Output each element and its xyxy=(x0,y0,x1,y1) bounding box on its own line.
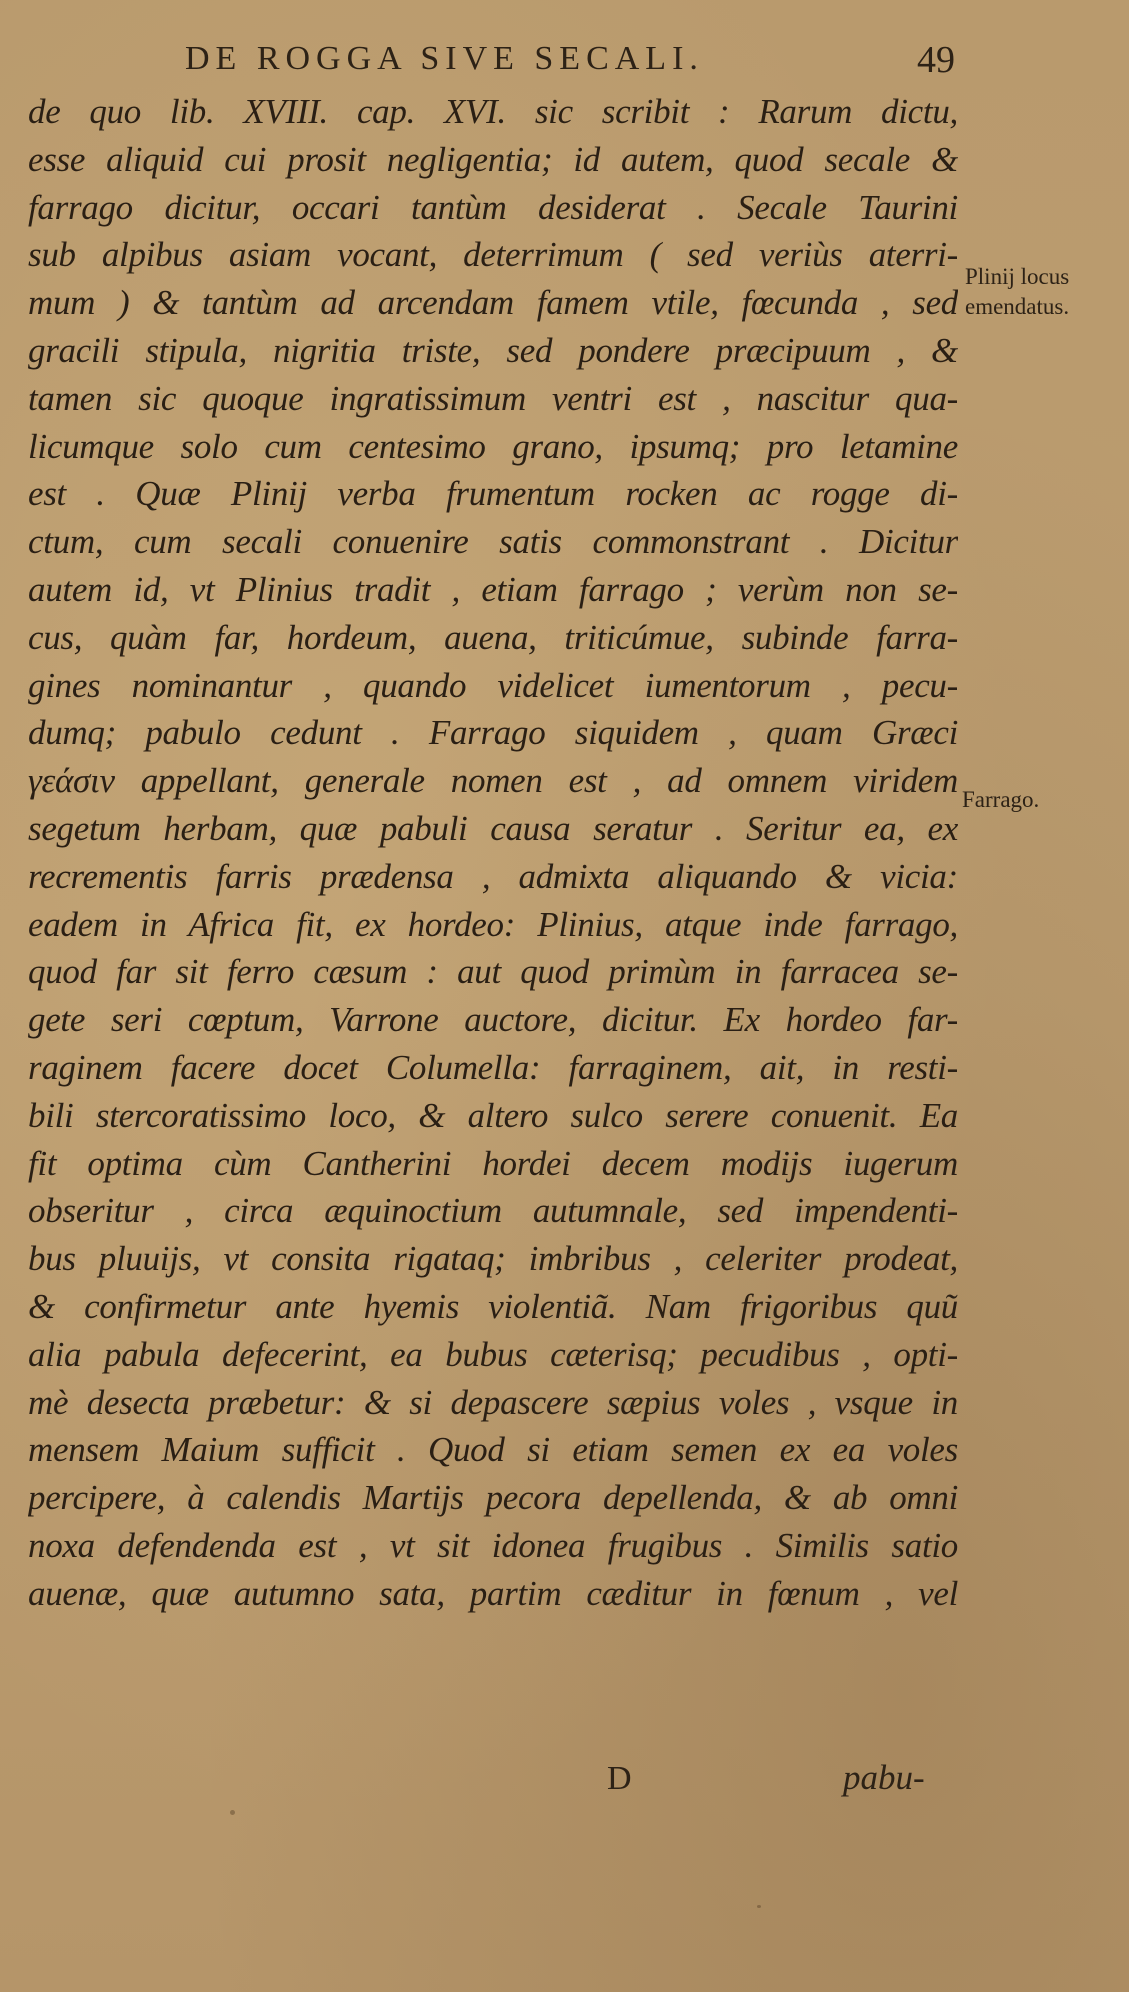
ink-spot xyxy=(757,1905,761,1908)
main-text-block xyxy=(28,88,958,1618)
text-line: de quo lib. XVIII. cap. XVI. sic scribit : Rarum dictu, xyxy=(28,92,958,131)
text-line: gines nominantur , quando videlicet iumentorum , pecu- xyxy=(28,665,958,705)
text-line: alia pabula defecerint, ea bubus cæterisq; pecudibus , opti- xyxy=(28,1334,958,1374)
text-line: mum ) & tantùm ad arcendam famem vtile, fœcunda , sed xyxy=(28,283,958,323)
catchword: pabu- xyxy=(843,1758,925,1797)
margin-note-line: emendatus. xyxy=(965,294,1070,319)
running-head xyxy=(185,40,955,80)
text-line: obseritur , circa æquinoctium autumnale, sed impendenti- xyxy=(28,1191,958,1231)
text-line: bus pluuijs, vt consita rigataq; imbribus , celeriter prodeat, xyxy=(28,1239,958,1279)
text-line: mensem Maium sufficit . Quod si etiam semen ex ea voles xyxy=(28,1430,958,1470)
text-line: autem id, vt Plinius tradit , etiam farrago ; verùm non se- xyxy=(28,569,958,609)
text-line: gracili stipula, nigritia triste, sed pondere præcipuum , & xyxy=(28,330,958,370)
text-line: γεάσιν appellant, generale nomen est , ad omnem viridem xyxy=(28,761,958,801)
text-line: est . Quæ Plinij verba frumentum rocken ac rogge di- xyxy=(28,474,958,514)
ink-spot xyxy=(230,1810,235,1815)
text-line: noxa defendenda est , vt sit idonea frugibus . Similis satio xyxy=(28,1525,958,1565)
margin-note-line: Plinij locus xyxy=(965,264,1070,289)
text-line: segetum herbam, quæ pabuli causa seratur . Seritur ea, ex xyxy=(28,808,958,848)
text-line: auenæ, quæ autumno sata, partim cæditur in fœnum , vel xyxy=(28,1573,958,1613)
text-line: percipere, à calendis Martijs pecora depellenda, & ab omni xyxy=(28,1478,958,1518)
text-line: quod far sit ferro cæsum : aut quod primùm in farracea se- xyxy=(28,952,958,992)
text-line: sub alpibus asiam vocant, deterrimum ( sed veriùs aterri- xyxy=(28,235,958,275)
running-title: DE ROGGA SIVE SECALI. xyxy=(185,40,704,77)
text-line: eadem in Africa fit, ex hordeo: Plinius, atque inde farrago, xyxy=(28,904,958,944)
text-line: & confirmetur ante hyemis violentiã. Nam frigoribus quũ xyxy=(28,1286,958,1326)
page-number: 49 xyxy=(917,39,955,81)
text-line: dumq; pabulo cedunt . Farrago siquidem , quam Græci xyxy=(28,713,958,753)
signature-mark: D xyxy=(607,1760,632,1797)
text-line: fit optima cùm Cantherini hordei decem modijs iugerum xyxy=(28,1143,958,1183)
text-line: farrago dicitur, occari tantùm desiderat . Secale Taurini xyxy=(28,187,958,227)
text-line: esse aliquid cui prosit negligentia; id autem, quod secale & xyxy=(28,139,958,179)
text-line: tamen sic quoque ingratissimum ventri est , nascitur qua- xyxy=(28,378,958,418)
text-line: licumque solo cum centesimo grano, ipsumq; pro letamine xyxy=(28,426,958,466)
text-line: recrementis farris prædensa , admixta aliquando & vicia: xyxy=(28,856,958,896)
text-line: mè desecta præbetur: & si depascere sæpius voles , vsque in xyxy=(28,1382,958,1422)
text-line: gete seri cœptum, Varrone auctore, dicitur. Ex hordeo far- xyxy=(28,1000,958,1040)
margin-note-farrago: Farrago. xyxy=(962,787,1040,812)
margin-note-plinij xyxy=(965,262,1069,322)
text-line: cus, quàm far, hordeum, auena, triticúmue, subinde farra- xyxy=(28,617,958,657)
text-line: bili stercoratissimo loco, & altero sulco serere conuenit. Ea xyxy=(28,1095,958,1135)
text-line: ctum, cum secali conuenire satis commonstrant . Dicitur xyxy=(28,522,958,562)
text-line: raginem facere docet Columella: farraginem, ait, in resti- xyxy=(28,1047,958,1087)
